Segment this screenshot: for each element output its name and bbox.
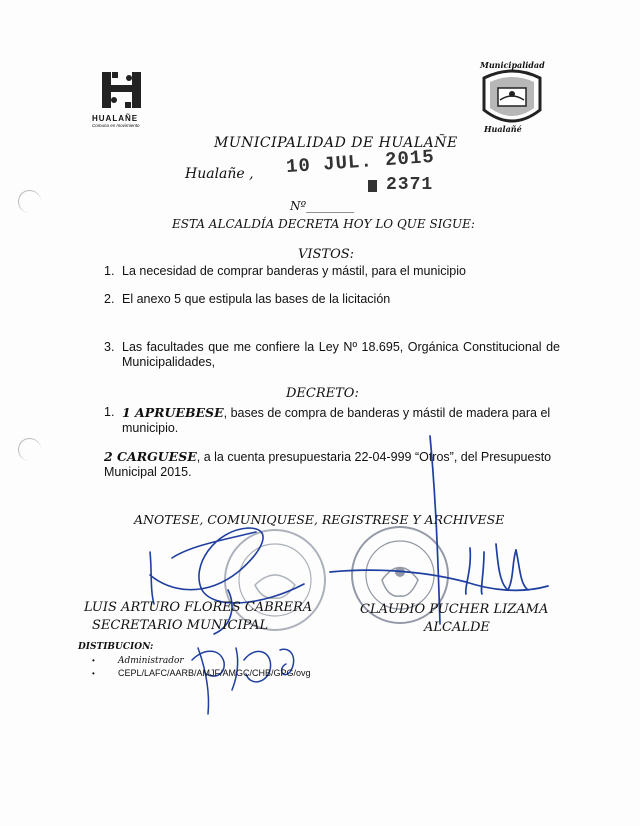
decreto-keyword: 2 CARGUESE [104, 449, 197, 464]
secretary-title: SECRETARIO MUNICIPAL [92, 618, 269, 633]
decree-number-stamp: 2371 [386, 175, 434, 195]
distribution-scribble [192, 648, 294, 714]
decreto-heading: DECRETO: [286, 386, 359, 401]
distribution-heading: DISTIBUCION: [78, 642, 154, 652]
place-label: Hualañe , [185, 166, 254, 182]
vistos-number: 2. [104, 292, 115, 306]
document-title: MUNICIPALIDAD DE HUALAÑE [214, 135, 458, 151]
closing-formula: ANOTESE, COMUNIQUESE, REGISTRESE Y ARCHIVESE [134, 512, 505, 527]
decreto-keyword: 1 APRUEBESE [122, 405, 224, 420]
vistos-item: La necesidad de comprar banderas y mástil, para el municipio [122, 264, 466, 278]
vistos-heading: VISTOS: [298, 247, 355, 262]
mayor-signature [330, 436, 548, 624]
vistos-number: 1. [104, 264, 115, 278]
distribution-item: CEPL/LAFC/AARB/AMJF/AMGC/CHB/GPG/ovg [118, 668, 311, 678]
mayor-name: CLAUDIO PUCHER LIZAMA [360, 602, 549, 617]
decree-intro: ESTA ALCALDÍA DECRETA HOY LO QUE SIGUE: [172, 217, 475, 231]
seal-title: Municipalidad [480, 60, 545, 70]
decreto-number: 1. [104, 405, 115, 419]
decreto-text: , bases de compra de banderas y mástil de madera para el municipio. [122, 406, 551, 435]
distribution-bullet: • [92, 669, 95, 678]
seal-subtitle: Hualañé [484, 124, 522, 134]
decreto-text: , a la cuenta presupuestaria 22-04-999 “Otros”, del Presupuesto Municipal 2015. [104, 450, 552, 479]
distribution-bullet: • [92, 656, 95, 665]
vistos-number: 3. [104, 340, 115, 354]
official-stamp-left [225, 530, 325, 630]
vistos-item: Las facultades que me confiere la Ley Nº 18.695, Orgánica Constitucional de Municipalidades, [122, 340, 560, 369]
distribution-item: Administrador [118, 656, 184, 666]
logo-title: HUALAÑE [92, 114, 139, 123]
vistos-item: El anexo 5 que estipula las bases de la licitación [122, 292, 391, 306]
number-line: Nº________ [290, 199, 355, 213]
mayor-title: ALCALDE [424, 620, 490, 635]
logo-tagline: Comuna en movimiento [92, 123, 140, 128]
date-stamp: 10 JUL. 2015 [285, 145, 436, 179]
secretary-name: LUIS ARTURO FLORES CABRERA [84, 600, 313, 615]
